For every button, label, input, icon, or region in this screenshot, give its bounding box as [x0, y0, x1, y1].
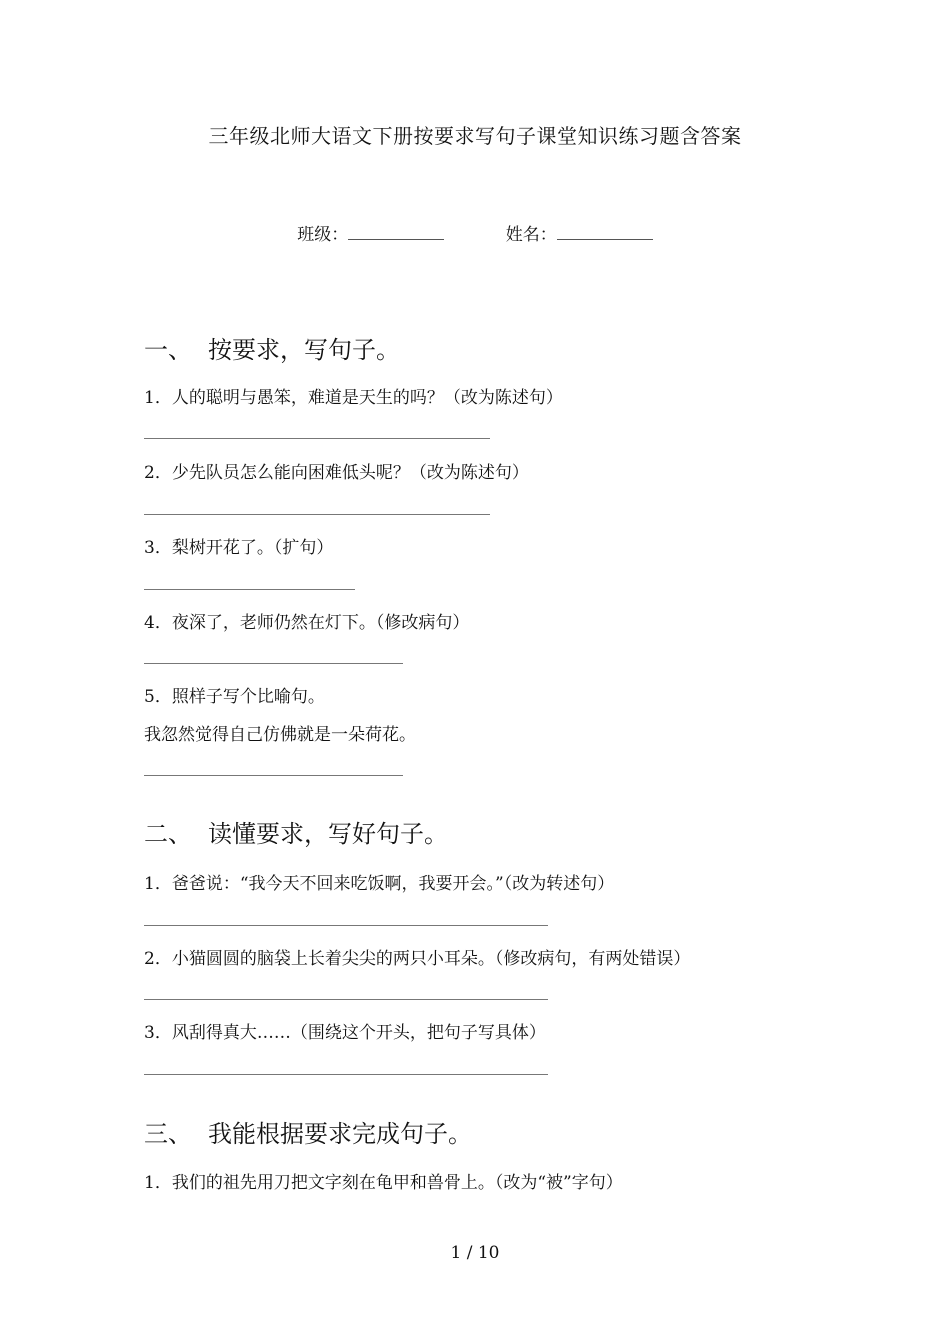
class-blank[interactable] [348, 225, 444, 240]
section-2-heading [144, 814, 448, 849]
name-label: 姓名： [505, 225, 557, 245]
answer-line-2-3[interactable] [144, 1074, 548, 1075]
student-info-row [0, 220, 950, 245]
section-1-number: 一、 [144, 336, 192, 364]
section-3-number: 三、 [144, 1120, 192, 1148]
question-3-1: 1．我们的祖先用刀把文字刻在龟甲和兽骨上。（改为“被”字句） [144, 1173, 623, 1193]
question-1-4: 4．夜深了，老师仍然在灯下。（修改病句） [144, 613, 470, 633]
question-2-1: 1．爸爸说：“我今天不回来吃饭啊，我要开会。”（改为转述句） [144, 874, 615, 894]
class-field[interactable] [297, 220, 444, 245]
section-1-heading [144, 330, 400, 365]
answer-line-1-5[interactable] [144, 775, 403, 776]
section-3-title: 我能根据要求完成句子。 [208, 1120, 472, 1148]
answer-line-1-3[interactable] [144, 589, 355, 590]
answer-line-1-1[interactable] [144, 438, 490, 439]
answer-line-1-2[interactable] [144, 514, 490, 515]
section-2-title: 读懂要求，写好句子。 [208, 820, 448, 848]
name-blank[interactable] [557, 225, 653, 240]
question-2-3: 3．风刮得真大……（围绕这个开头，把句子写具体） [144, 1023, 546, 1043]
question-2-2: 2．小猫圆圆的脑袋上长着尖尖的两只小耳朵。（修改病句，有两处错误） [144, 949, 691, 969]
section-1-title: 按要求，写句子。 [208, 336, 400, 364]
document-title: 三年级北师大语文下册按要求写句子课堂知识练习题含答案 [208, 124, 742, 148]
question-1-2: 2．少先队员怎么能向困难低头呢？（改为陈述句） [144, 463, 529, 483]
question-1-5: 5．照样子写个比喻句。 [144, 687, 325, 707]
question-1-1: 1．人的聪明与愚笨，难道是天生的吗？（改为陈述句） [144, 388, 563, 408]
question-1-5-example: 我忽然觉得自己仿佛就是一朵荷花。 [144, 725, 416, 745]
section-2-number: 二、 [144, 820, 192, 848]
section-3-heading [144, 1114, 472, 1149]
name-field[interactable] [506, 220, 653, 245]
answer-line-1-4[interactable] [144, 663, 403, 664]
question-1-3: 3．梨树开花了。（扩句） [144, 538, 334, 558]
answer-line-2-2[interactable] [144, 999, 548, 1000]
answer-line-2-1[interactable] [144, 925, 548, 926]
class-label: 班级： [297, 225, 349, 245]
page-number: 1 / 10 [450, 1243, 500, 1263]
